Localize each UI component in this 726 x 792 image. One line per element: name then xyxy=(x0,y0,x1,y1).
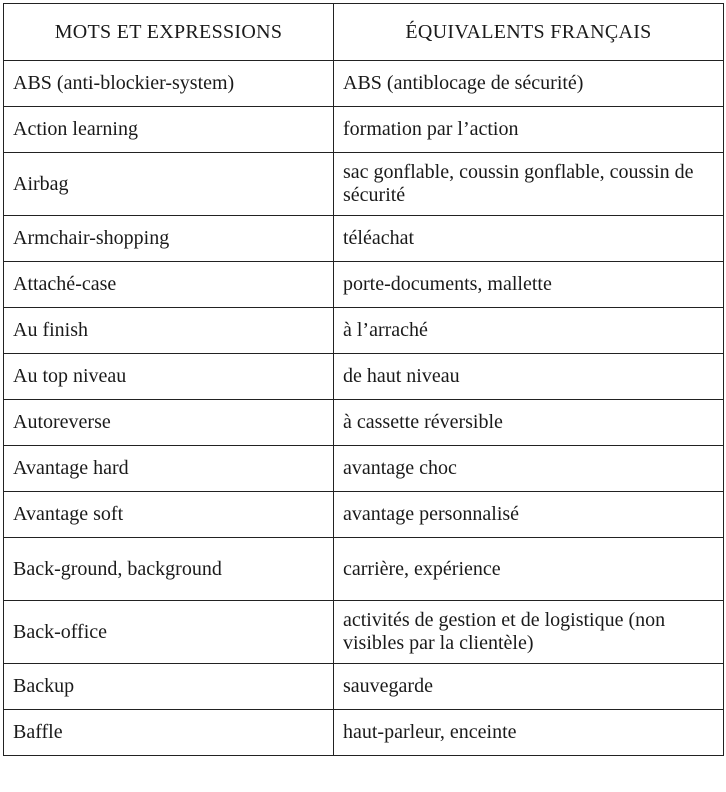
term-cell: ABS (anti-blockier-system) xyxy=(4,61,334,107)
table-row xyxy=(4,601,724,664)
table-row xyxy=(4,492,724,538)
term-cell: Au top niveau xyxy=(4,354,334,400)
table-row xyxy=(4,664,724,710)
equivalent-cell: avantage choc xyxy=(334,446,724,492)
glossary-table xyxy=(3,3,724,756)
equivalent-cell: à l’arraché xyxy=(334,308,724,354)
equivalent-cell: carrière, expérience xyxy=(334,538,724,601)
header-row xyxy=(4,4,724,61)
equivalent-cell: activités de gestion et de logistique (non visibles par la clientèle) xyxy=(334,601,724,664)
equivalent-cell: de haut niveau xyxy=(334,354,724,400)
term-cell: Attaché-case xyxy=(4,262,334,308)
term-cell: Back-ground, background xyxy=(4,538,334,601)
table-row xyxy=(4,61,724,107)
equivalent-cell: téléachat xyxy=(334,216,724,262)
table-row xyxy=(4,710,724,756)
column-header-equivalents: ÉQUIVALENTS FRANÇAIS xyxy=(334,4,724,61)
table-row xyxy=(4,354,724,400)
table-row xyxy=(4,446,724,492)
table-row xyxy=(4,538,724,601)
equivalent-cell: à cassette réversible xyxy=(334,400,724,446)
term-cell: Autoreverse xyxy=(4,400,334,446)
equivalent-cell: porte-documents, mallette xyxy=(334,262,724,308)
table-row xyxy=(4,107,724,153)
term-cell: Armchair-shopping xyxy=(4,216,334,262)
equivalent-cell: avantage personnalisé xyxy=(334,492,724,538)
table-row xyxy=(4,216,724,262)
term-cell: Baffle xyxy=(4,710,334,756)
term-cell: Back-office xyxy=(4,601,334,664)
term-cell: Airbag xyxy=(4,153,334,216)
term-cell: Avantage hard xyxy=(4,446,334,492)
table-row xyxy=(4,308,724,354)
equivalent-cell: sac gonflable, coussin gonflable, coussin de sécurité xyxy=(334,153,724,216)
term-cell: Au finish xyxy=(4,308,334,354)
table-row xyxy=(4,153,724,216)
equivalent-cell: haut-parleur, enceinte xyxy=(334,710,724,756)
equivalent-cell: sauvegarde xyxy=(334,664,724,710)
table-row xyxy=(4,262,724,308)
term-cell: Backup xyxy=(4,664,334,710)
column-header-terms: MOTS ET EXPRESSIONS xyxy=(4,4,334,61)
table-row xyxy=(4,400,724,446)
equivalent-cell: ABS (antiblocage de sécurité) xyxy=(334,61,724,107)
term-cell: Avantage soft xyxy=(4,492,334,538)
term-cell: Action learning xyxy=(4,107,334,153)
equivalent-cell: formation par l’action xyxy=(334,107,724,153)
